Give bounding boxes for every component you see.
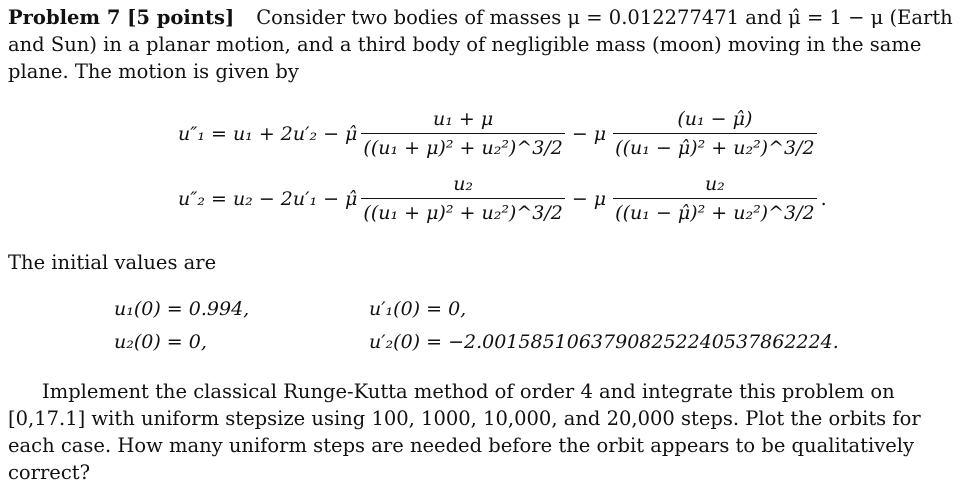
equation-2-fraction-1-denominator: ((u₁ + μ)² + u₂²)^3/2 — [361, 198, 564, 224]
intro-text: Consider two bodies of masses μ = 0.012277471 and μ̂ = 1 − μ (Earth and Sun) in a planar motion, and a third body of negligible mass (moon) moving in the same plane. The motion is given by — [8, 6, 953, 83]
equation-1-fraction-2 — [613, 108, 816, 159]
equation-row-2 — [178, 173, 827, 224]
equation-1-fraction-2-denominator: ((u₁ − μ̂)² + u₂²)^3/2 — [613, 133, 816, 159]
equation-1-fraction-1-numerator: u₁ + μ — [433, 108, 494, 130]
equation-2-fraction-2-numerator: u₂ — [704, 173, 725, 195]
initial-value-u2: u₂(0) = 0, — [114, 331, 207, 353]
equation-1-fraction-1 — [361, 108, 564, 159]
equation-2-end: . — [820, 187, 827, 210]
equation-row-1 — [178, 108, 821, 159]
initial-values-block — [114, 298, 874, 362]
equation-2-lhs: u″₂ = u₂ − 2u′₁ − μ̂ — [178, 187, 358, 210]
equation-1-fraction-2-numerator: (u₁ − μ̂) — [677, 108, 753, 130]
initial-value-u1-prime: u′₁(0) = 0, — [369, 298, 467, 320]
equation-2-fraction-1 — [361, 173, 564, 224]
equations-block — [178, 100, 827, 240]
equation-2-middle: − μ — [571, 187, 607, 210]
equation-2-fraction-2 — [613, 173, 816, 224]
equation-2-fraction-2-denominator: ((u₁ − μ̂)² + u₂²)^3/2 — [613, 198, 816, 224]
initial-values-label: The initial values are — [8, 251, 217, 274]
equation-1-lhs: u″₁ = u₁ + 2u′₂ − μ̂ — [178, 122, 358, 145]
task-paragraph: Implement the classical Runge-Kutta method of order 4 and integrate this problem on [0,17.1] with uniform stepsize using 100, 1000, 10,000, and 20,000 steps. Plot the orbits for each case. How many uniform steps are needed before the orbit appears to be qualitatively correct? — [8, 380, 921, 484]
intro-paragraph — [8, 4, 957, 85]
equation-1-middle: − μ — [571, 122, 607, 145]
initial-value-u1: u₁(0) = 0.994, — [114, 298, 250, 320]
initial-value-u2-prime: u′₂(0) = −2.00158510637908252240537862224. — [369, 331, 839, 353]
equation-2-fraction-1-numerator: u₂ — [453, 173, 474, 195]
problem-heading: Problem 7 [5 points] — [8, 6, 235, 29]
equation-1-fraction-1-denominator: ((u₁ + μ)² + u₂²)^3/2 — [361, 133, 564, 159]
